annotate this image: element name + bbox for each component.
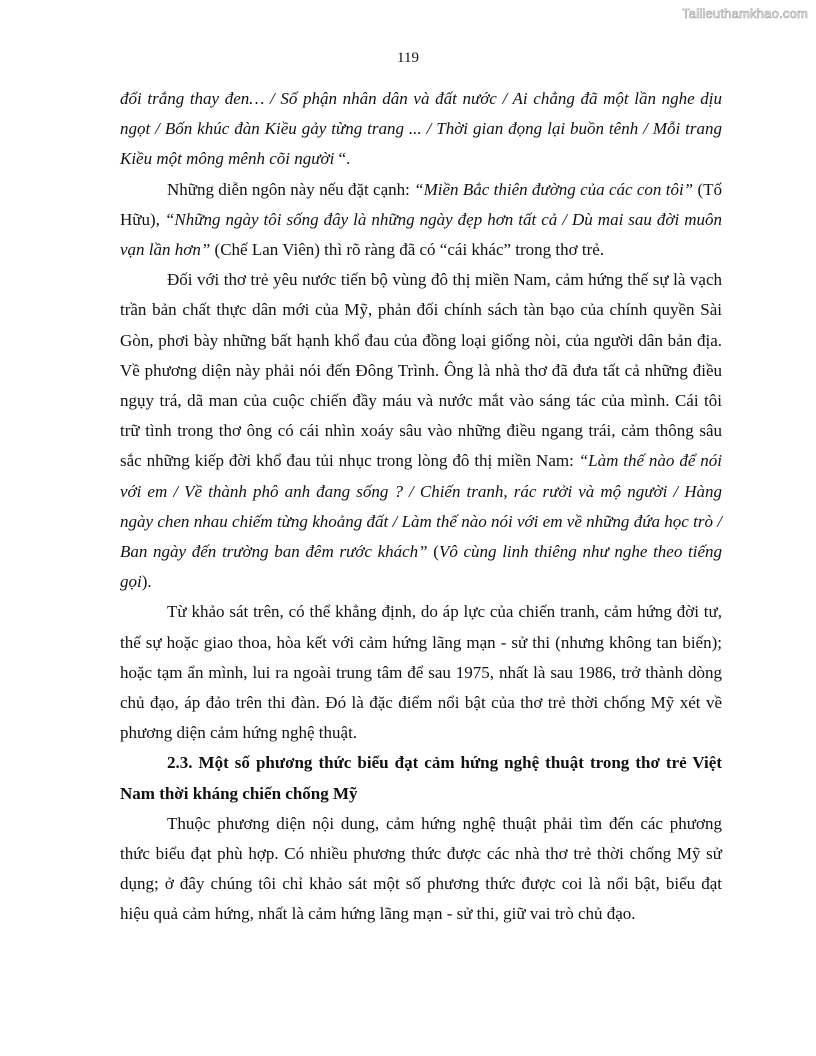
document-body	[120, 84, 722, 930]
poem-quote: đổi trắng thay đen… / Số phận nhân dân và đất nước / Ai chẳng đã một lần nghe dịu ngọt / Bốn khúc đàn Kiều gảy từng trang ... / Thời gian đọng lại buồn tênh / Mỗi trang Kiều một mông mênh cõi người	[120, 89, 722, 169]
closing-quote-mark: “.	[334, 149, 351, 169]
to-huu-quote: “Miền Bắc thiên đường của các con tôi”	[414, 179, 694, 199]
dong-trinh-quote: “Làm thế nào để nói với em / Về thành phô anh đang sống ? / Chiến tranh, rác rưởi và mộ người / Hàng ngày chen nhau chiếm từng khoảng đất / Làm thế nào nói với em về những đứa học trò / Ban ngày đến trường ban đêm rước khách”	[120, 451, 722, 562]
dong-trinh-paragraph	[120, 265, 722, 597]
dong-trinh-text: Đối với thơ trẻ yêu nước tiến bộ vùng đô thị miền Nam, cảm hứng thế sự là vạch trần bản chất thực dân mới của Mỹ, phản đối chính sách tàn bạo của chính quyền Sài Gòn, phơi bày những bất hạnh khổ đau của đồng loại giống nòi, của người dân bản địa. Về phương diện này phải nói đến Đông Trình. Ông là nhà thơ đã đưa tất cả những điều ngụy trá, dã man của cuộc chiến đầy máu và nước mắt vào sáng tác của mình. Cái tôi trữ tình trong thơ ông có cái nhìn xoáy sâu vào những điều ngang trái, cảm thông sâu sắc những kiếp đời khổ đau tủi nhục trong lòng đô thị miền Nam:	[120, 270, 722, 471]
summary-paragraph: Từ khảo sát trên, có thể khẳng định, do áp lực của chiến tranh, cảm hứng đời tư, thế sự hoặc giao thoa, hòa kết với cảm hứng lãng mạn - sử thi (nhưng không tan biến); hoặc tạm ẩn mình, lui ra ngoài trung tâm để sau 1975, nhất là sau 1986, trở thành dòng chủ đạo, áp đảo trên thi đàn. Đó là đặc điểm nổi bật của thơ trẻ thời chống Mỹ xét về phương diện cảm hứng nghệ thuật.	[120, 602, 722, 743]
section-intro-paragraph: Thuộc phương diện nội dung, cảm hứng nghệ thuật phải tìm đến các phương thức biểu đạt phù hợp. Có nhiều phương thức được các nhà thơ trẻ thời chống Mỹ sử dụng; ở đây chúng tôi chỉ khảo sát một số phương thức được coi là nổi bật, biểu đạt hiệu quả cảm hứng, nhất là cảm hứng lãng mạn - sử thi, giữ vai trò chủ đạo.	[120, 813, 722, 924]
che-lan-vien-quote: “Những ngày tôi sống đây là những ngày đẹp hơn tất cả / Dù mai sau đời muôn vạn lần hơn”	[120, 209, 722, 260]
comparison-conclusion: (Chế Lan Viên) thì rõ ràng đã có “cái khác” trong thơ trẻ.	[210, 240, 605, 260]
poem-source-title: Vô cùng linh thiêng như nghe theo tiếng gọi	[120, 542, 722, 592]
paren-close: ).	[141, 572, 152, 592]
site-watermark: Tailieuthamkhao.com	[682, 6, 808, 21]
comparison-paragraph	[120, 175, 722, 266]
page-number: 119	[397, 50, 419, 66]
comparison-intro: Những diễn ngôn này nếu đặt cạnh:	[167, 179, 415, 199]
poem-continuation-paragraph	[120, 84, 722, 175]
to-huu-attribution: (Tố Hữu),	[120, 179, 723, 229]
section-heading: 2.3. Một số phương thức biểu đạt cảm hứng nghệ thuật trong thơ trẻ Việt Nam thời kháng chiến chống Mỹ	[120, 753, 722, 803]
paren-open: (	[427, 542, 439, 562]
